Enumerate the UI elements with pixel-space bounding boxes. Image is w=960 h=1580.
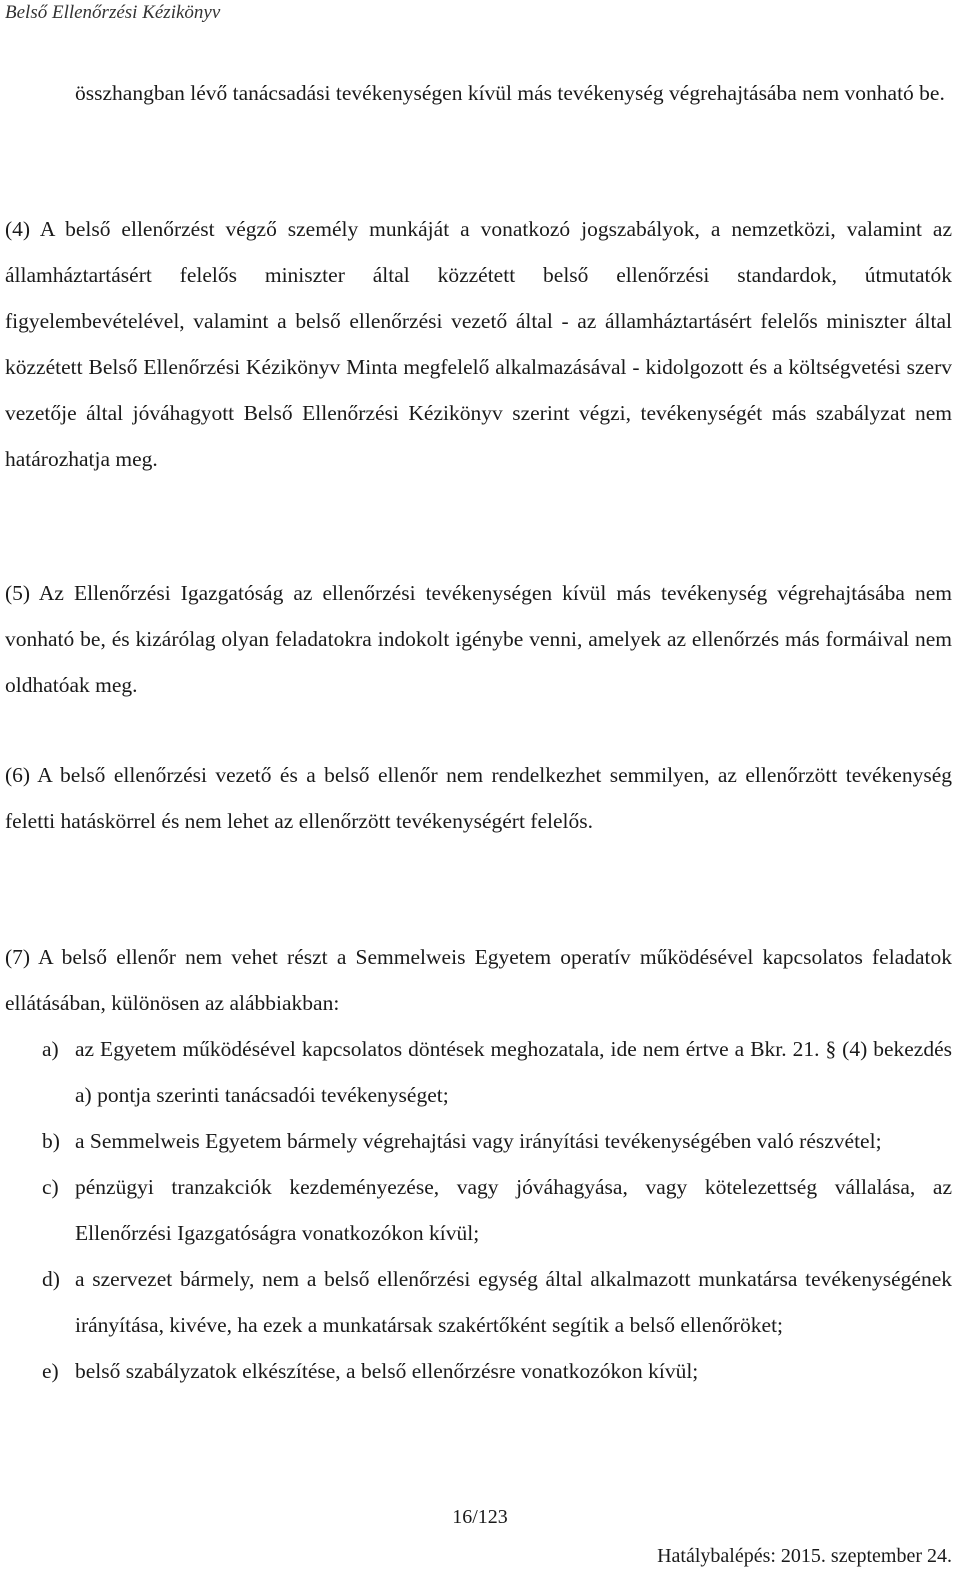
list-item	[42, 1118, 952, 1164]
document-header-title: Belső Ellenőrzési Kézikönyv	[5, 2, 221, 23]
continuation-paragraph: összhangban lévő tanácsadási tevékenységen kívül más tevékenység végrehajtásába nem vonható be.	[75, 81, 945, 105]
list-item	[42, 1256, 952, 1348]
paragraph-6: (6) A belső ellenőrzési vezető és a belső ellenőr nem rendelkezhet semmilyen, az ellenőrzött tevékenység feletti hatáskörrel és nem lehet az ellenőrzött tevékenységért felelős.	[5, 763, 952, 833]
list-marker: c)	[42, 1175, 59, 1199]
paragraph-5: (5) Az Ellenőrzési Igazgatóság az ellenőrzési tevékenységen kívül más tevékenység végrehajtásába nem vonható be, és kizárólag olyan feladatokra indokolt igénybe venni, amelyek az ellenőrzés más formáival nem oldhatóak meg.	[5, 581, 952, 697]
list-marker: a)	[42, 1037, 59, 1061]
list-item-text: a szervezet bármely, nem a belső ellenőrzési egység által alkalmazott munkatársa tevékenységének irányítása, kivéve, ha ezek a munkatársak szakértőként segítik a belső ellenőröket;	[75, 1267, 952, 1337]
list-item-text: belső szabályzatok elkészítése, a belső ellenőrzésre vonatkozókon kívül;	[75, 1359, 699, 1383]
paragraph-7: (7) A belső ellenőr nem vehet részt a Semmelweis Egyetem operatív működésével kapcsolatos feladatok ellátásában, különösen az alábbiakban:	[5, 945, 952, 1015]
list-item	[42, 1026, 952, 1118]
list-marker: b)	[42, 1129, 60, 1153]
effective-date: Hatálybalépés: 2015. szeptember 24.	[657, 1545, 952, 1567]
list-item-text: az Egyetem működésével kapcsolatos döntések meghozatala, ide nem értve a Bkr. 21. § (4) bekezdés a) pontja szerinti tanácsadói tevékenységet;	[75, 1037, 952, 1107]
list-marker: e)	[42, 1359, 59, 1383]
list-item-text: pénzügyi tranzakciók kezdeményezése, vagy jóváhagyása, vagy kötelezettség vállalása, az Ellenőrzési Igazgatóságra vonatkozókon kívül;	[75, 1175, 952, 1245]
list-marker: d)	[42, 1267, 60, 1291]
list-item	[42, 1348, 952, 1394]
list-item-text: a Semmelweis Egyetem bármely végrehajtási vagy irányítási tevékenységében való részvétel;	[75, 1129, 882, 1153]
page-number: 16/123	[452, 1506, 508, 1528]
paragraph-4: (4) A belső ellenőrzést végző személy munkáját a vonatkozó jogszabályok, a nemzetközi, valamint az államháztartásért felelős miniszter által közzétett belső ellenőrzési standardok, útmutatók figyelembevételével, valamint a belső ellenőrzési vezető által - az államháztartásért felelős miniszter által közzétett Belső Ellenőrzési Kézikönyv Minta megfelelő alkalmazásával - kidolgozott és a költségvetési szerv vezetője által jóváhagyott Belső Ellenőrzési Kézikönyv szerint végzi, tevékenységét más szabályzat nem határozhatja meg.	[5, 217, 952, 471]
list-item	[42, 1164, 952, 1256]
restriction-list	[42, 1026, 952, 1394]
